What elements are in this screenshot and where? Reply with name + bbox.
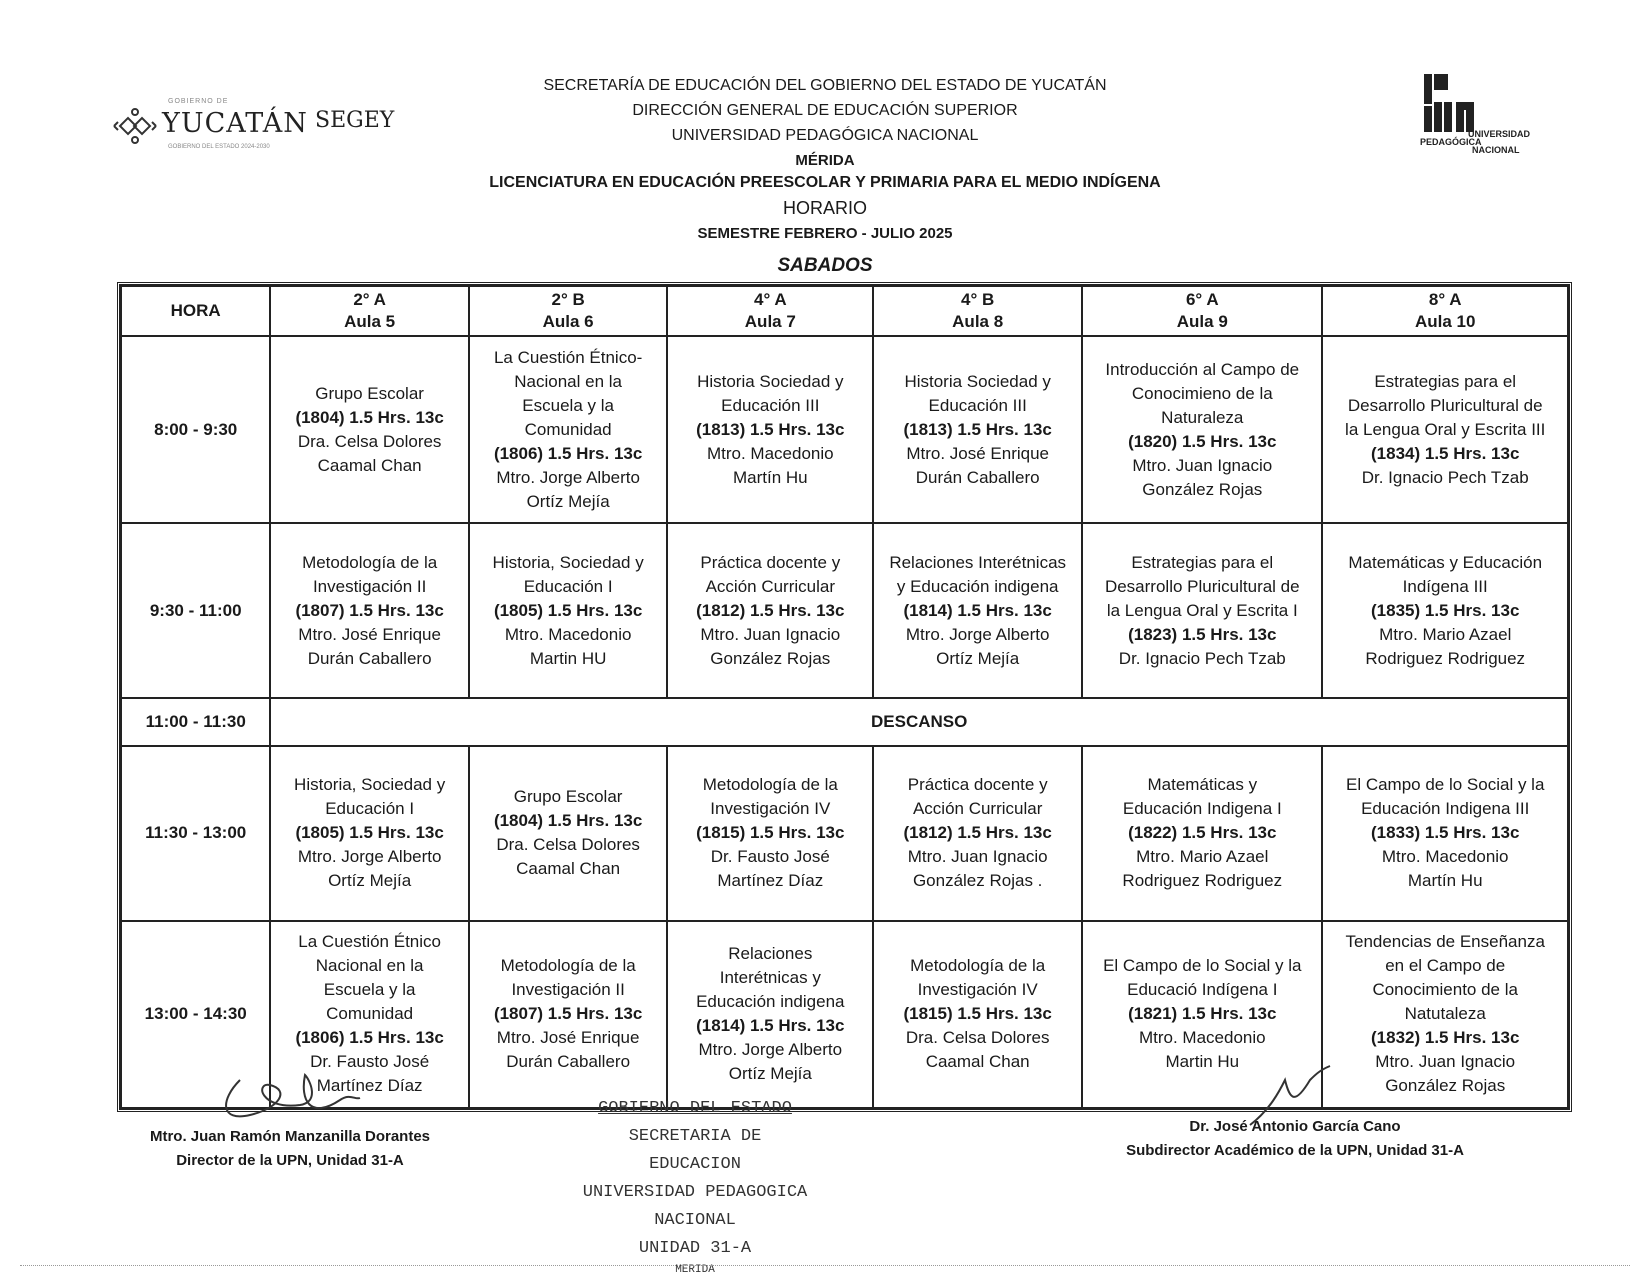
subject-line: Estrategias para el — [1374, 371, 1517, 391]
course-code: (1833) 1.5 Hrs. 13c — [1371, 823, 1520, 843]
teacher-line: Ortíz Mejía — [526, 491, 610, 511]
schedule-row — [121, 523, 1568, 697]
column-aula-label: Aula 9 — [1176, 312, 1228, 331]
column-aula-label: Aula 5 — [344, 312, 396, 331]
upn-text-1: UNIVERSIDAD — [1468, 129, 1531, 139]
subject-line: Acción Curricular — [705, 576, 836, 596]
subject-line: El Campo de lo Social y la — [1345, 775, 1545, 795]
subject-line: Relaciones — [728, 944, 813, 964]
column-header-group — [873, 286, 1082, 336]
subject-line: Nacional en la — [315, 956, 424, 976]
teacher-line: Durán Caballero — [506, 1052, 631, 1072]
subject-line: Grupo Escolar — [513, 787, 623, 807]
teacher-line: Mtro. Juan Ignacio — [1375, 1052, 1516, 1072]
course-code: (1821) 1.5 Hrs. 13c — [1128, 1004, 1277, 1024]
teacher-line: Mtro. Mario Azael — [1379, 624, 1512, 644]
column-aula-label: Aula 6 — [542, 312, 594, 331]
subject-line: Educación I — [325, 799, 415, 819]
subject-line: Naturaleza — [1161, 407, 1244, 427]
time-slot-cell: 9:30 - 11:00 — [121, 523, 270, 697]
class-cell — [873, 336, 1082, 523]
stamp-line: SECRETARIA DE EDUCACION — [628, 1127, 762, 1174]
course-code: (1815) 1.5 Hrs. 13c — [696, 823, 845, 843]
subject-line: Historia, Sociedad y — [294, 775, 446, 795]
course-code: (1822) 1.5 Hrs. 13c — [1128, 823, 1277, 843]
header-universidad: UNIVERSIDAD PEDAGÓGICA NACIONAL — [671, 127, 979, 144]
time-slot-cell: 8:00 - 9:30 — [121, 336, 270, 523]
subject-line: Historia Sociedad y — [904, 371, 1051, 391]
break-label: DESCANSO — [270, 698, 1568, 746]
teacher-line: Durán Caballero — [307, 648, 432, 668]
stamp-line: UNIDAD 31-A — [638, 1239, 752, 1258]
teacher-line: Martín Hu — [732, 467, 808, 487]
subject-line: la Lengua Oral y Escrita I — [1106, 600, 1298, 620]
subject-line: Matemáticas y — [1147, 775, 1258, 795]
subject-line: Metodología de la — [910, 956, 1046, 976]
class-cell — [469, 746, 668, 920]
class-cell — [469, 336, 668, 523]
teacher-line: Martínez Díaz — [717, 871, 824, 891]
teacher-line: Dr. Ignacio Pech Tzab — [1361, 467, 1529, 487]
left-signer-title: Director de la UPN, Unidad 31-A — [176, 1152, 404, 1169]
teacher-line: Martin HU — [529, 648, 607, 668]
teacher-line: Rodriguez Rodriguez — [1365, 648, 1526, 668]
course-code: (1832) 1.5 Hrs. 13c — [1371, 1028, 1520, 1048]
class-cell — [1082, 336, 1322, 523]
course-code: (1814) 1.5 Hrs. 13c — [696, 1016, 845, 1036]
column-header-group — [1322, 286, 1568, 336]
column-header-group — [270, 286, 469, 336]
teacher-line: González Rojas — [1385, 1076, 1506, 1096]
stamp-line: UNIVERSIDAD PEDAGOGICA — [582, 1183, 808, 1202]
class-cell — [667, 921, 873, 1108]
column-aula-label: Aula 7 — [744, 312, 796, 331]
break-time-cell: 11:00 - 11:30 — [121, 698, 270, 746]
subject-line: Investigación IV — [917, 980, 1038, 1000]
course-code: (1813) 1.5 Hrs. 13c — [696, 419, 845, 439]
yucatan-small-label: GOBIERNO DE — [168, 98, 229, 105]
left-signature-icon — [210, 1060, 370, 1130]
subject-line: Comunidad — [326, 1004, 414, 1024]
teacher-line: Dra. Celsa Dolores — [297, 431, 442, 451]
class-cell — [469, 523, 668, 697]
subject-line: Educación Indigena III — [1361, 799, 1530, 819]
subject-line: Historia, Sociedad y — [492, 552, 644, 572]
header-semestre: SEMESTRE FEBRERO - JULIO 2025 — [697, 225, 953, 242]
teacher-line: Mtro. José Enrique — [298, 624, 441, 644]
left-signature-block — [140, 1125, 440, 1173]
course-code: (1806) 1.5 Hrs. 13c — [295, 1028, 444, 1048]
stamp-line: MERIDA — [675, 1264, 715, 1276]
upn-text-2: PEDAGÓGICA — [1420, 137, 1482, 147]
teacher-line: Mtro. José Enrique — [906, 443, 1050, 463]
course-code: (1805) 1.5 Hrs. 13c — [295, 823, 444, 843]
subject-line: Investigación IV — [710, 799, 831, 819]
teacher-line: Rodriguez Rodriguez — [1122, 871, 1283, 891]
class-cell — [667, 336, 873, 523]
course-code: (1805) 1.5 Hrs. 13c — [493, 600, 643, 620]
teacher-line: Durán Caballero — [915, 467, 1040, 487]
subject-line: Natutaleza — [1404, 1004, 1486, 1024]
class-cell — [1082, 746, 1322, 920]
teacher-line: Martin Hu — [1165, 1052, 1240, 1072]
teacher-line: Dra. Celsa Dolores — [496, 835, 640, 855]
course-code: (1804) 1.5 Hrs. 13c — [493, 811, 643, 831]
subject-line: la Lengua Oral y Escrita III — [1345, 419, 1546, 439]
teacher-line: Mtro. Jorge Alberto — [297, 847, 442, 867]
table-header-row — [121, 286, 1568, 336]
header-secretaria: SECRETARÍA DE EDUCACIÓN DEL GOBIERNO DEL ESTADO DE YUCATÁN — [543, 77, 1107, 94]
course-code: (1814) 1.5 Hrs. 13c — [903, 600, 1052, 620]
teacher-line: Ortíz Mejía — [936, 648, 1020, 668]
schedule-table — [117, 282, 1572, 1112]
subject-line: La Cuestión Étnico- — [493, 347, 643, 367]
class-cell — [1322, 336, 1568, 523]
course-code: (1820) 1.5 Hrs. 13c — [1128, 431, 1277, 451]
header-merida: MÉRIDA — [795, 152, 855, 169]
class-cell — [270, 523, 469, 697]
course-code: (1812) 1.5 Hrs. 13c — [696, 600, 845, 620]
column-group-label: 2° A — [353, 290, 386, 309]
column-group-label: 4° A — [753, 290, 787, 309]
teacher-line: Caamal Chan — [925, 1052, 1030, 1072]
teacher-line: Mtro. Macedonio — [504, 624, 632, 644]
teacher-line: Martín Hu — [1407, 871, 1483, 891]
subject-line: Escuela y la — [323, 980, 416, 1000]
right-signer-name: Dr. José Antonio García Cano — [1189, 1118, 1401, 1135]
subject-line: Nacional en la — [514, 371, 623, 391]
subject-line: en el Campo de — [1385, 956, 1506, 976]
course-code: (1807) 1.5 Hrs. 13c — [493, 1004, 643, 1024]
column-header-group — [1082, 286, 1322, 336]
teacher-line: Martínez Díaz — [316, 1076, 423, 1096]
yucatan-wordmark: YUCATÁN — [162, 108, 308, 139]
subject-line: Introducción al Campo de — [1105, 359, 1300, 379]
teacher-line: Mtro. Macedonio — [1138, 1028, 1266, 1048]
column-aula-label: Aula 10 — [1414, 312, 1476, 331]
teacher-line: Mtro. Macedonio — [1381, 847, 1509, 867]
subject-line: Educación indigena — [696, 992, 845, 1012]
teacher-line: Mtro. Jorge Alberto — [496, 467, 640, 487]
class-cell — [1322, 746, 1568, 920]
subject-line: Acción Curricular — [912, 799, 1043, 819]
class-cell — [667, 523, 873, 697]
yucatan-subtitle: GOBIERNO DEL ESTADO 2024-2030 — [168, 144, 270, 150]
teacher-line: González Rojas . — [912, 871, 1043, 891]
subject-line: y Educación indigena — [896, 576, 1059, 596]
right-signer-title: Subdirector Académico de la UPN, Unidad 31-A — [1126, 1142, 1464, 1159]
subject-line: Desarrollo Pluricultural de — [1347, 395, 1543, 415]
column-group-label: 2° B — [551, 290, 585, 309]
teacher-line: Mtro. Juan Ignacio — [700, 624, 841, 644]
class-cell — [873, 746, 1082, 920]
teacher-line: Dr. Ignacio Pech Tzab — [1118, 648, 1286, 668]
course-code: (1806) 1.5 Hrs. 13c — [493, 443, 643, 463]
schedule-row — [121, 336, 1568, 523]
course-code: (1813) 1.5 Hrs. 13c — [903, 419, 1052, 439]
subject-line: Metodología de la — [702, 775, 838, 795]
subject-line: Práctica docente y — [907, 775, 1048, 795]
subject-line: Educación III — [928, 395, 1027, 415]
teacher-line: Dr. Fausto José — [310, 1052, 430, 1072]
subject-line: El Campo de lo Social y la — [1103, 956, 1302, 976]
class-cell — [1082, 523, 1322, 697]
subject-line: Desarrollo Pluricultural de — [1104, 576, 1300, 596]
column-group-label: 8° A — [1428, 290, 1462, 309]
subject-line: Comunidad — [524, 419, 612, 439]
teacher-line: Mtro. Juan Ignacio — [907, 847, 1048, 867]
subject-line: Relaciones Interétnicas — [889, 552, 1067, 572]
time-slot-cell: 13:00 - 14:30 — [121, 921, 270, 1108]
header-horario: HORARIO — [782, 198, 867, 218]
teacher-line: Ortíz Mejía — [728, 1064, 812, 1084]
stamp-line: GOBIERNO DEL ESTADO — [598, 1099, 792, 1118]
class-cell — [873, 523, 1082, 697]
class-cell — [1322, 523, 1568, 697]
column-group-label: 6° A — [1185, 290, 1219, 309]
course-code: (1807) 1.5 Hrs. 13c — [295, 600, 444, 620]
class-cell — [469, 921, 668, 1108]
teacher-line: Caamal Chan — [516, 859, 621, 879]
class-cell — [873, 921, 1082, 1108]
teacher-line: Mtro. Mario Azael — [1136, 847, 1269, 867]
subject-line: Estrategias para el — [1131, 552, 1274, 572]
teacher-line: Dra. Celsa Dolores — [905, 1028, 1050, 1048]
teacher-line: Dr. Fausto José — [710, 847, 830, 867]
subject-line: Conocimieno de la — [1131, 383, 1273, 403]
course-code: (1812) 1.5 Hrs. 13c — [903, 823, 1052, 843]
course-code: (1804) 1.5 Hrs. 13c — [295, 407, 444, 427]
header-licenciatura: LICENCIATURA EN EDUCACIÓN PREESCOLAR Y PRIMARIA PARA EL MEDIO INDÍGENA — [489, 174, 1161, 191]
course-code: (1823) 1.5 Hrs. 13c — [1128, 624, 1277, 644]
course-code: (1834) 1.5 Hrs. 13c — [1371, 443, 1520, 463]
course-code: (1815) 1.5 Hrs. 13c — [903, 1004, 1052, 1024]
class-cell — [667, 746, 873, 920]
subject-line: Conocimiento de la — [1372, 980, 1518, 1000]
subject-line: Metodología de la — [302, 552, 438, 572]
subject-line: Educación I — [523, 576, 613, 596]
subject-line: Investigación II — [511, 980, 625, 1000]
class-cell — [270, 746, 469, 920]
time-slot-cell: 11:30 - 13:00 — [121, 746, 270, 920]
subject-line: Grupo Escolar — [315, 383, 424, 403]
subject-line: Educación Indigena I — [1122, 799, 1282, 819]
left-signer-name: Mtro. Juan Ramón Manzanilla Dorantes — [149, 1128, 431, 1145]
column-header-group — [667, 286, 873, 336]
column-group-label: 4° B — [961, 290, 995, 309]
subject-line: Tendencias de Enseñanza — [1345, 932, 1545, 952]
stamp-line: NACIONAL — [654, 1211, 736, 1230]
column-header-group — [469, 286, 668, 336]
teacher-line: Mtro. Juan Ignacio — [1132, 455, 1273, 475]
subject-line: Historia Sociedad y — [697, 371, 844, 391]
footer-divider — [20, 1265, 1630, 1266]
break-row — [121, 698, 1568, 746]
subject-line: Práctica docente y — [700, 552, 841, 572]
teacher-line: Caamal Chan — [317, 455, 422, 475]
subject-line: Educación III — [721, 395, 820, 415]
subject-line: La Cuestión Étnico — [298, 932, 441, 952]
subject-line: Interétnicas y — [719, 968, 821, 988]
teacher-line: Mtro. José Enrique — [496, 1028, 640, 1048]
subject-line: Matemáticas y Educación — [1348, 552, 1543, 572]
subject-line: Metodología de la — [500, 956, 636, 976]
column-group-label: HORA — [170, 301, 221, 320]
teacher-line: Ortíz Mejía — [328, 871, 412, 891]
right-signature-block — [1090, 1115, 1500, 1163]
teacher-line: Mtro. Macedonio — [706, 443, 834, 463]
teacher-line: Mtro. Jorge Alberto — [698, 1040, 843, 1060]
teacher-line: González Rojas — [710, 648, 831, 668]
header-sabados: SABADOS — [777, 255, 873, 276]
teacher-line: González Rojas — [1142, 479, 1263, 499]
schedule-row — [121, 746, 1568, 920]
segey-logo: SEGEY — [315, 108, 395, 133]
course-code: (1835) 1.5 Hrs. 13c — [1371, 600, 1520, 620]
subject-line: Investigación II — [312, 576, 427, 596]
subject-line: Educació Indígena I — [1127, 980, 1278, 1000]
subject-line: Indígena III — [1402, 576, 1488, 596]
upn-text-3: NACIONAL — [1472, 145, 1520, 155]
header-direccion: DIRECCIÓN GENERAL DE EDUCACIÓN SUPERIOR — [632, 102, 1018, 119]
subject-line: Escuela y la — [522, 395, 614, 415]
official-stamp — [580, 1095, 810, 1277]
column-header-hora — [121, 286, 270, 336]
class-cell — [270, 336, 469, 523]
teacher-line: Mtro. Jorge Alberto — [905, 624, 1050, 644]
column-aula-label: Aula 8 — [952, 312, 1004, 331]
